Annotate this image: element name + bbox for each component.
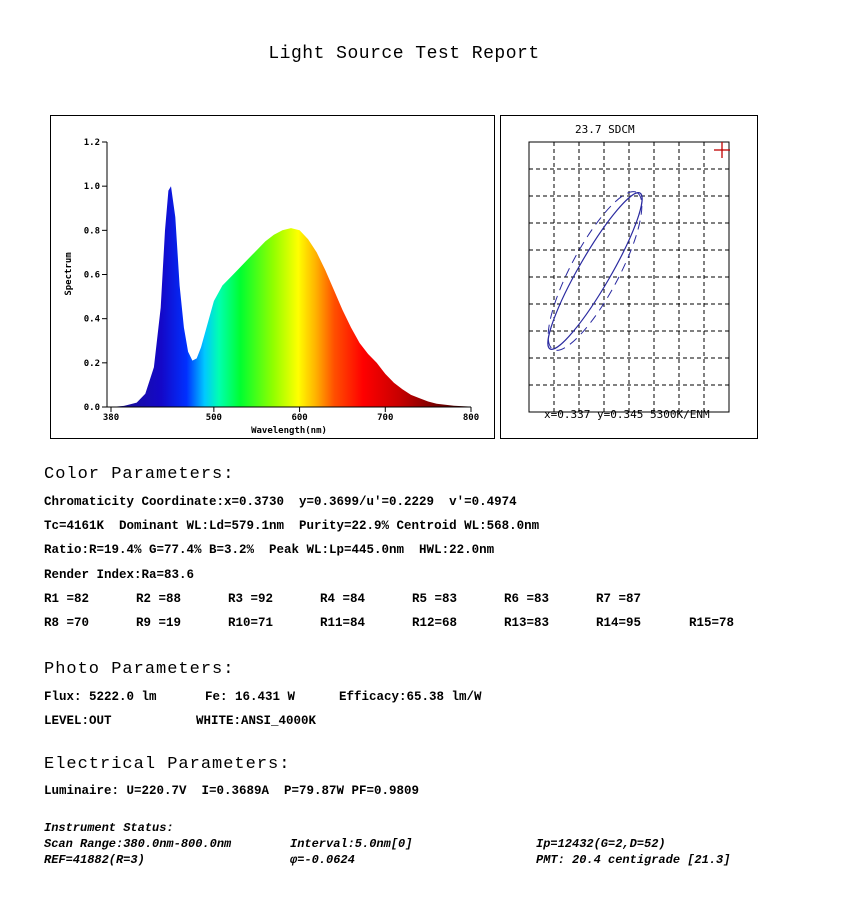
report-title: Light Source Test Report	[268, 44, 540, 64]
ri-value: R6 =83	[504, 592, 550, 606]
y-tick-label: 0.6	[83, 270, 100, 281]
x-tick-label: 700	[377, 413, 394, 423]
efficacy-value: Efficacy:65.38 lm/W	[339, 690, 482, 704]
ri-value: R2 =88	[136, 592, 182, 606]
ri-value: R5 =83	[412, 592, 458, 606]
spectrum-chart	[51, 116, 494, 438]
ri-value: R15=78	[689, 616, 735, 630]
luminaire-line: Luminaire: U=220.7V I=0.3689A P=79.87W PF=0.9809	[44, 784, 420, 798]
flux-value: Flux: 5222.0 lm	[44, 690, 157, 704]
sdcm-chart	[501, 116, 757, 438]
chromaticity-line: Chromaticity Coordinate:x=0.3730 y=0.3699/u'=0.2229 v'=0.4974	[44, 495, 517, 509]
y-tick-label: 1.0	[83, 182, 100, 193]
interval: Interval:5.0nm[0]	[290, 837, 413, 851]
ri-value: R3 =92	[228, 592, 274, 606]
x-tick-label: 600	[291, 413, 308, 423]
ri-value: R4 =84	[320, 592, 366, 606]
level-value: LEVEL:OUT	[44, 714, 112, 728]
x-tick-label: 800	[462, 413, 480, 423]
ri-value: R7 =87	[596, 592, 642, 606]
y-tick-label: 0.0	[83, 403, 100, 413]
x-tick-label: 380	[102, 413, 120, 423]
sdcm-grid	[529, 142, 729, 412]
ip-value: Ip=12432(G=2,D=52)	[536, 837, 666, 851]
sdcm-outer-ellipse	[532, 181, 658, 361]
phi-value: φ=-0.0624	[290, 853, 355, 867]
ri-value: R9 =19	[136, 616, 182, 630]
ri-value: R8 =70	[44, 616, 90, 630]
ri-value: R10=71	[228, 616, 274, 630]
instrument-status-heading: Instrument Status:	[44, 821, 174, 835]
x-axis-label: Wavelength(nm)	[251, 426, 327, 436]
white-value: WHITE:ANSI_4000K	[196, 714, 317, 728]
ri-value: R13=83	[504, 616, 550, 630]
ref-value: REF=41882(R=3)	[44, 853, 145, 867]
ri-value: R12=68	[412, 616, 458, 630]
fe-value: Fe: 16.431 W	[205, 690, 296, 704]
y-tick-label: 0.8	[83, 226, 100, 237]
cct-line: Tc=4161K Dominant WL:Ld=579.1nm Purity=22.9% Centroid WL:568.0nm	[44, 519, 540, 533]
spectrum-area	[111, 186, 471, 407]
pmt-value: PMT: 20.4 centigrade [21.3]	[536, 853, 731, 867]
sdcm-title: 23.7 SDCM	[575, 123, 635, 136]
ratio-line: Ratio:R=19.4% G=77.4% B=3.2% Peak WL:Lp=445.0nm HWL:22.0nm	[44, 543, 495, 557]
color-parameters-heading: Color Parameters:	[44, 465, 235, 484]
ri-value: R1 =82	[44, 592, 90, 606]
y-tick-label: 0.2	[83, 358, 100, 369]
x-tick-label: 500	[205, 413, 222, 423]
electrical-parameters-heading: Electrical Parameters:	[44, 755, 291, 774]
ri-value: R14=95	[596, 616, 642, 630]
photo-parameters-heading: Photo Parameters:	[44, 660, 235, 679]
scan-range: Scan Range:380.0nm-800.0nm	[44, 837, 232, 851]
sdcm-panel	[500, 115, 758, 439]
ri-value: R11=84	[320, 616, 366, 630]
measured-point-marker	[714, 142, 730, 158]
y-tick-label: 1.2	[83, 138, 100, 148]
y-tick-label: 0.4	[83, 314, 100, 325]
spectrum-chart-panel	[50, 115, 495, 439]
render-index-line: Render Index:Ra=83.6	[44, 568, 195, 582]
sdcm-caption: x=0.337 y=0.345 5300K/ENM	[544, 408, 710, 421]
y-axis-label: Spectrum	[64, 252, 74, 296]
